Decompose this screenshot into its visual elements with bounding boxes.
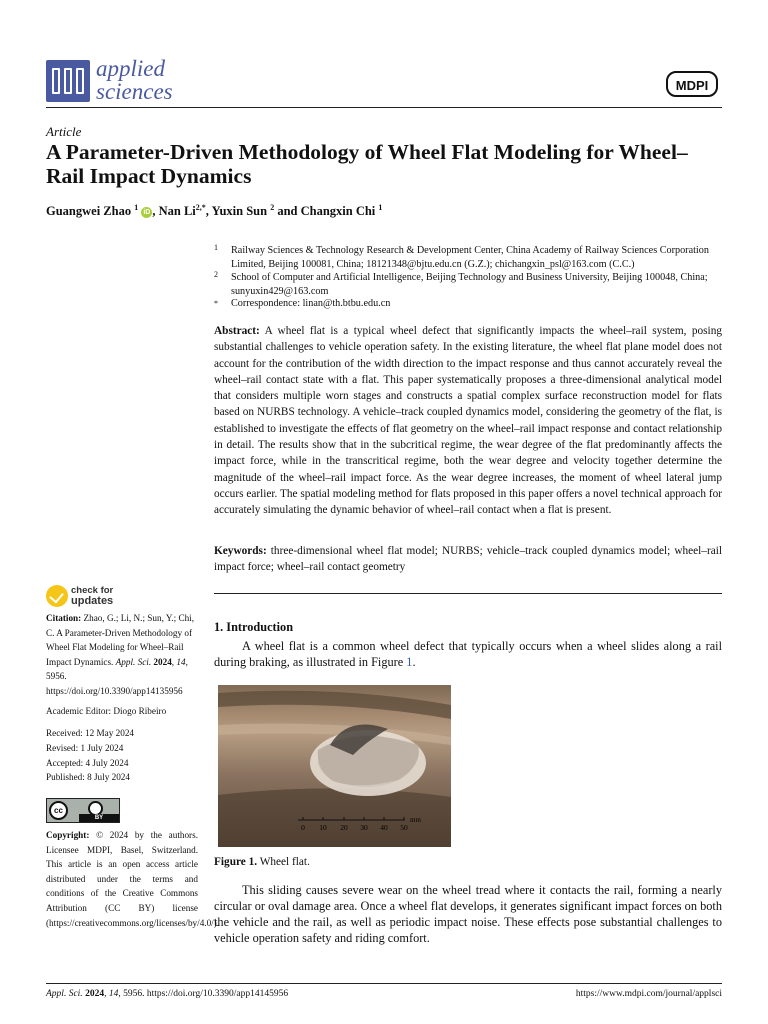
author-name: Nan Li	[158, 204, 196, 219]
paragraph-text: A wheel flat is a common wheel defect that typically occurs when a wheel slides along a rail during braking, as illustrated in Figure	[214, 639, 722, 669]
journal-name	[96, 57, 173, 103]
abstract-label: Abstract:	[214, 325, 260, 337]
date-published: Published: 8 July 2024	[46, 772, 130, 782]
header-rule	[46, 107, 722, 108]
author-affil-sup: 2	[270, 203, 275, 212]
citation-volume: 14	[176, 656, 186, 667]
affiliation-text: Railway Sciences & Technology Research & Development Center, China Academy of Railway Sciences Corporation Limited, Beijing 100081, China; 18121348@bjtu.edu.cn (G.Z.); chichangxin_psl@163.com (C.C.)	[231, 245, 709, 270]
copyright-block	[46, 828, 220, 930]
journal-name-line1: applied	[96, 56, 165, 81]
citation-year: 2024	[153, 656, 172, 667]
orcid-icon[interactable]: iD	[143, 209, 151, 217]
date-accepted: Accepted: 4 July 2024	[46, 758, 129, 768]
intro-paragraph	[214, 638, 722, 670]
wheel-flat-image	[218, 685, 451, 847]
check-for-updates[interactable]	[71, 586, 113, 606]
figure-caption	[214, 856, 310, 868]
section-rule	[214, 593, 722, 594]
author-name: Guangwei Zhao	[46, 204, 132, 219]
footer-doi[interactable]: , 5956. https://doi.org/10.3390/app14145956	[118, 989, 289, 999]
date-received: Received: 12 May 2024	[46, 728, 135, 738]
wheel-flat-photo	[218, 685, 451, 847]
citation-journal: Appl. Sci.	[115, 656, 152, 667]
intro-paragraph: This sliding causes severe wear on the wheel tread where it contacts the rail, forming a nearly circular or oval damage area. Once a wheel flat develops, it generates significant impact forces on both the vehicle and the rail, as well as periodic impact noise. These effects pose substantial challenges to vehicle operation safety and riding comfort.	[214, 883, 722, 945]
affiliation-number: 1	[214, 243, 218, 252]
footer-volume: 14	[108, 989, 119, 999]
journal-logo-icon	[46, 60, 90, 102]
keywords	[214, 543, 722, 576]
keywords-text: three-dimensional wheel flat model; NURBS; vehicle–track coupled dynamics model; wheel–rail impact force; wheel–rail contact geometry	[214, 545, 722, 574]
check-for-updates-line2: updates	[71, 595, 114, 607]
affiliation	[214, 271, 724, 298]
section-heading: 1. Introduction	[214, 620, 294, 634]
caption-label: Figure 1.	[214, 856, 258, 868]
cc-by-license-icon[interactable]	[46, 798, 120, 823]
cc-icon: cc	[49, 801, 68, 820]
abstract	[214, 323, 722, 519]
copyright-text: © 2024 by the authors. Licensee MDPI, Basel, Switzerland. This article is an open access article distributed under the terms and conditions of the Creative Commons Attribution (CC BY) license (https://creativecommons.org/licenses/by/4.0/).	[46, 830, 220, 928]
affiliation-number: 2	[214, 270, 218, 279]
publisher-logo: MDPI	[666, 71, 718, 97]
figure-reference-link[interactable]: 1	[406, 655, 413, 669]
scale-tick-label: 50	[400, 823, 408, 832]
date-revised: Revised: 1 July 2024	[46, 743, 124, 753]
scale-tick-label: 10	[319, 823, 327, 832]
article-type: Article	[46, 124, 82, 139]
affiliation-text: School of Computer and Artificial Intelligence, Beijing Technology and Business University, Beijing 100048, China; sunyuxin429@163.com	[231, 272, 708, 297]
abstract-text: A wheel flat is a typical wheel defect that significantly impacts the wheel–rail system, posing substantial challenges to vehicle operation safety. In the existing literature, the wheel flat plane model does not account for the contribution of the width direction to the impact response and thus cannot accurately reveal the wheel–rail contact state with a flat. This paper systematically proposes a three-dimensional analytical model that considers multiple worn stages and constructs a spatial complex surface reconstruction model for flats based on NURBS technology. A vehicle–track coupled dynamics model, considering the geometry of the flat, is established to investigate the effects of flat geometry on the wheel–rail impact response and contact relationship in detail. The results show that in the subcritical regime, the wear degree of the flat predominantly affects the impact force, while in the transcritical regime, both the wear degree and velocity together determine the magnitude of the wheel–rail impact force. As the wear degree increases, the moment of wheel lateral jump occurs earlier. The spatial modeling method for flats proposed in this paper offers a novel technical approach for accurately simulating the dynamic behavior of wheel–rail contact when a flat is present.	[214, 325, 722, 517]
author-affil-sup: 1	[378, 203, 383, 212]
author-list: Guangwei Zhao $^1$ iD , Nan $Li^{2,*}$, Yuxin Sun $^2$ and Changxin Chi $^1$	[46, 203, 383, 219]
affiliation	[214, 244, 724, 271]
scale-tick-label: 20	[340, 823, 348, 832]
scale-tick-label: 0	[301, 823, 305, 832]
citation-block: Citation: Zhao, G.; Li, N.; Sun, Y.; Chi, C. A Parameter-Driven Methodology of Wheel Flat Modeling for Wheel–Rail Impact Dynamics. Appl. Sci. 2024, 14, 5956. https://doi.org/10.3390/app14135956	[46, 613, 195, 696]
author-name: Changxin Chi	[300, 204, 376, 219]
page-footer: Appl. Sci. 2024, 14, 5956. https://doi.org/10.3390/app14145956 https://www.mdpi.com/journal/applsci	[46, 989, 722, 999]
scale-tick-label: 40	[380, 823, 388, 832]
author-conjunction: and	[277, 204, 298, 219]
author-name: Yuxin Sun	[211, 204, 268, 219]
affiliation-text: Correspondence: linan@th.btbu.edu.cn	[231, 298, 391, 309]
scale-unit-label: mm	[410, 816, 421, 824]
paragraph-text: .	[412, 655, 416, 669]
paper-title: A Parameter-Driven Methodology of Wheel Flat Modeling for Wheel–Rail Impact Dynamics	[46, 140, 688, 188]
footer-year: 2024	[85, 989, 105, 999]
affiliation	[214, 297, 724, 311]
footer-rule	[46, 983, 722, 984]
author-affil-sup: 2,*	[195, 203, 206, 212]
academic-editor: Academic Editor: Diogo Ribeiro	[46, 706, 167, 716]
copyright-label: Copyright:	[46, 830, 90, 840]
author-affil-sup: 1	[134, 203, 139, 212]
keywords-label: Keywords:	[214, 545, 267, 557]
citation-label: Citation:	[46, 613, 82, 623]
journal-name-line2: sciences	[96, 79, 173, 104]
check-for-updates-icon[interactable]	[46, 585, 68, 607]
citation-text: Zhao, G.; Li, N.; Sun, Y.; Chi, C. A Parameter-Driven Methodology of Wheel Flat Modeling for Wheel–Rail Impact Dynamics.	[46, 613, 195, 667]
scale-tick-label: 30	[360, 823, 368, 832]
footer-journal-url[interactable]: https://www.mdpi.com/journal/applsci	[575, 989, 722, 999]
by-label: BY	[79, 814, 119, 822]
check-for-updates-line1: check for	[71, 585, 114, 596]
footer-journal: Appl. Sci.	[46, 989, 83, 999]
caption-text: Wheel flat.	[259, 856, 310, 868]
affiliation-number: *	[214, 299, 218, 308]
citation-doi[interactable]: , 5956. https://doi.org/10.3390/app14135956	[46, 656, 188, 696]
